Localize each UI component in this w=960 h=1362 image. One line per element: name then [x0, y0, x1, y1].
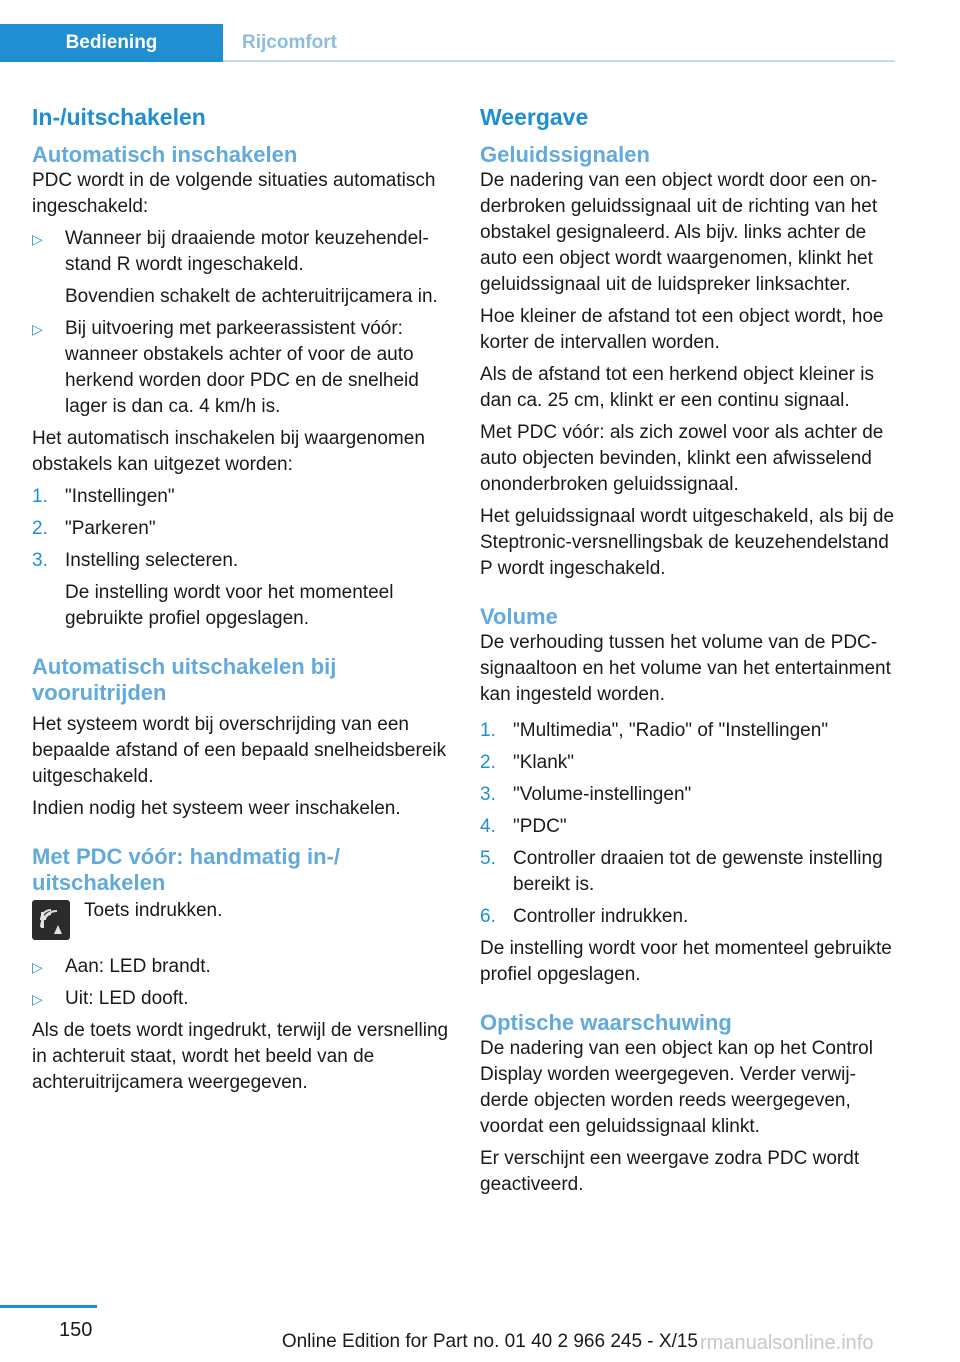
list-item-text: Instelling selecteren.: [65, 550, 239, 571]
step-number: 2.: [480, 752, 496, 773]
heading-automatisch-inschakelen: Automatisch inschakelen: [32, 142, 298, 167]
triangle-bullet-icon: ▷: [32, 231, 43, 247]
list-item-text: Controller indrukken.: [513, 906, 689, 927]
edition-footer: Online Edition for Part no. 01 40 2 966 245 - X/15: [281, 1331, 698, 1352]
step-number: 3.: [32, 550, 48, 571]
triangle-bullet-icon: ▷: [32, 991, 43, 1007]
right-column: [480, 102, 898, 1204]
paragraph: Er verschijnt een weergave zodra PDC wordt geactiveerd.: [480, 1148, 860, 1195]
list-item: [32, 226, 450, 310]
list-item-text: "Volume-instellingen": [513, 784, 692, 805]
list-item-text: Aan: LED brandt.: [65, 956, 211, 977]
paragraph: Met PDC vóór: als zich zowel voor als achter de auto objecten bevinden, klinkt een afwisselend ononderbroken geluidssignaal.: [480, 422, 884, 495]
bullet-list: [32, 954, 450, 1012]
paragraph: Indien nodig het systeem weer inschakelen.: [32, 798, 401, 819]
step-number: 1.: [32, 486, 48, 507]
pdc-button-icon: [32, 900, 70, 940]
paragraph: De verhouding tussen het volume van de PDC-signaaltoon en het volume van het entertainment kan ingesteld worden.: [480, 632, 891, 705]
list-item-text: "Instellingen": [65, 486, 175, 507]
list-item-text: "PDC": [513, 816, 567, 837]
page-number: 150: [59, 1319, 93, 1341]
paragraph: De nadering van een object wordt door een onderbroken geluidssignaal uit de richting van het obstakel gesignaleerd. Als bijv. links achter de auto een object wordt waargenomen, klinkt het geluidssignaal uit de luidspreker linksachter.: [480, 170, 878, 295]
watermark: rmanualsonline.info: [700, 1332, 874, 1354]
page-number-rule: [0, 1305, 97, 1308]
list-item-text: Controller draaien tot de gewenste instelling bereikt is.: [513, 848, 883, 895]
heading-handmatig-in-uitschakelen: Met PDC vóór: handmatig in-/ uitschakelen: [32, 844, 340, 895]
heading-optische-waarschuwing: Optische waarschuwing: [480, 1010, 732, 1035]
list-item: [32, 516, 450, 542]
list-item: [480, 750, 898, 776]
paragraph: PDC wordt in de volgende situaties automatisch ingeschakeld:: [32, 170, 436, 217]
list-item: [32, 954, 450, 980]
list-item: [32, 484, 450, 510]
chapter-tabs: [0, 24, 895, 62]
list-item: [32, 548, 450, 632]
list-item-subtext: Bovendien schakelt de achteruitrijcamera in.: [65, 286, 438, 307]
paragraph: Hoe kleiner de afstand tot een object wordt, hoe korter de intervallen worden.: [480, 306, 884, 353]
step-number: 3.: [480, 784, 496, 805]
list-item: [480, 782, 898, 808]
pdc-button-row: [32, 898, 450, 946]
list-item-subtext: De instelling wordt voor het momenteel gebruikte profiel opgeslagen.: [65, 582, 394, 629]
numbered-list: [32, 484, 450, 632]
paragraph: Het automatisch inschakelen bij waargenomen obstakels kan uitgezet worden:: [32, 428, 425, 475]
button-instruction: Toets indrukken.: [84, 900, 223, 921]
step-number: 6.: [480, 906, 496, 927]
list-item: [32, 986, 450, 1012]
tab-rijcomfort[interactable]: [223, 24, 895, 62]
list-item-text: "Klank": [513, 752, 575, 773]
step-number: 2.: [32, 518, 48, 539]
list-item-text: "Multimedia", "Radio" of "Instellingen": [513, 720, 829, 741]
list-item-text: Wanneer bij draaiende motor keuzehendelstand R wordt ingeschakeld.: [65, 228, 429, 275]
tab-bediening[interactable]: Bediening: [0, 24, 223, 62]
section-title-weergave: Weergave: [480, 104, 589, 130]
paragraph: Als de afstand tot een herkend object kleiner is dan ca. 25 cm, klinkt er een continu signaal.: [480, 364, 874, 411]
heading-volume: Volume: [480, 604, 558, 629]
list-item: [480, 904, 898, 930]
triangle-bullet-icon: ▷: [32, 321, 43, 337]
paragraph: Als de toets wordt ingedrukt, terwijl de versnelling in achteruit staat, wordt het beeld van de achteruitrijcamera weergegeven.: [32, 1020, 449, 1093]
list-item: [480, 846, 898, 898]
paragraph: Het systeem wordt bij overschrijding van een bepaalde afstand of een bepaald snelheidsbereik uitgeschakeld.: [32, 714, 447, 787]
bullet-list: [32, 226, 450, 420]
numbered-list: [480, 718, 898, 930]
paragraph: De instelling wordt voor het momenteel gebruikte profiel opgeslagen.: [480, 938, 892, 985]
list-item-text: Bij uitvoering met parkeerassistent vóór: wanneer obstakels achter of voor de auto herkend worden door PDC en de snelheid lager is dan ca. 4 km/h is.: [65, 318, 419, 417]
paragraph: De nadering van een object kan op het Control Display worden weergegeven. Verder verwijderde objecten worden reeds weergegeven, voordat een geluidssignaal klinkt.: [480, 1038, 873, 1137]
heading-automatisch-uitschakelen: Automatisch uitschakelen bij vooruitrijden: [32, 654, 337, 705]
step-number: 1.: [480, 720, 496, 741]
triangle-bullet-icon: ▷: [32, 959, 43, 975]
step-number: 4.: [480, 816, 496, 837]
list-item-text: "Parkeren": [65, 518, 156, 539]
list-item: [480, 718, 898, 744]
heading-geluidssignalen: Geluidssignalen: [480, 142, 650, 167]
list-item: [480, 814, 898, 840]
list-item-text: Uit: LED dooft.: [65, 988, 189, 1009]
paragraph: Het geluidssignaal wordt uitgeschakeld, als bij de Steptronic-versnellingsbak de keuzehendelstand P wordt ingeschakeld.: [480, 506, 895, 579]
section-title-in-uitschakelen: In-/uitschakelen: [32, 104, 206, 130]
list-item: [32, 316, 450, 420]
step-number: 5.: [480, 848, 496, 869]
tab-rijcomfort-label: Rijcomfort: [242, 32, 337, 53]
left-column: [32, 102, 450, 1102]
